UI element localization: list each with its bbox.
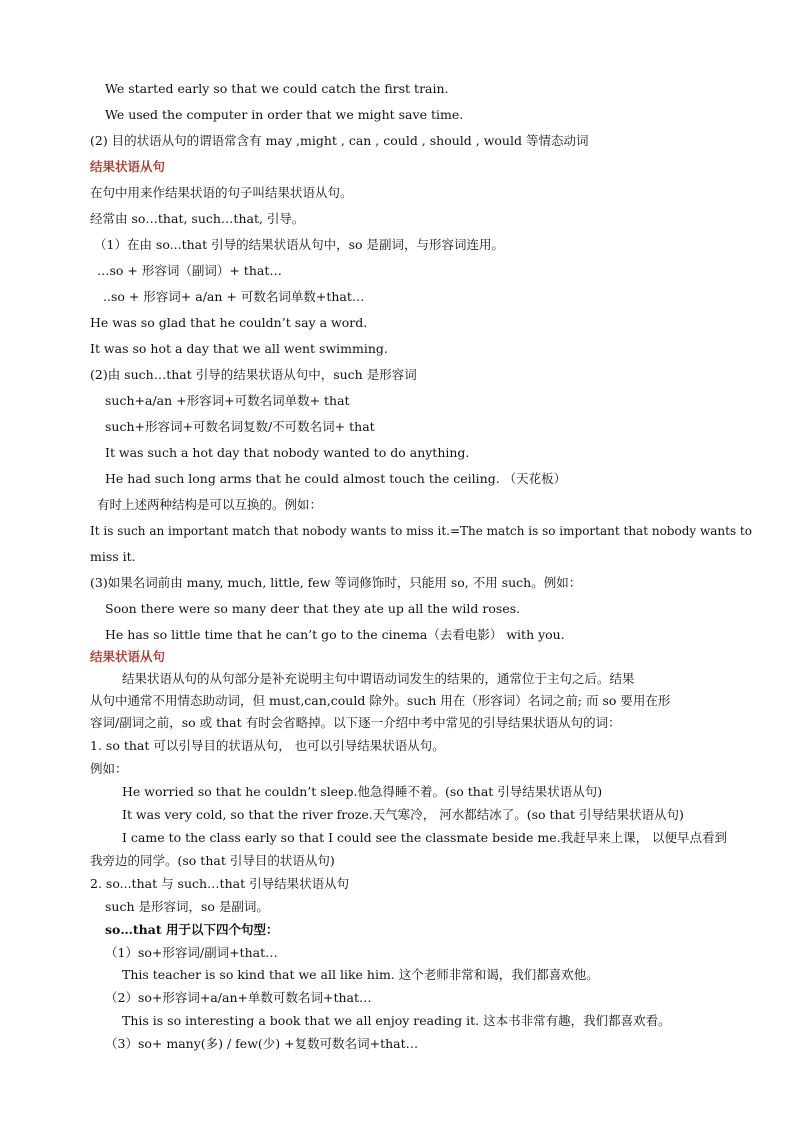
pattern-text: ..so + 形容词+ a/an + 可数名词单数+that…	[103, 289, 365, 304]
rule-text: (2) 目的状语从句的谓语常含有 may ,might , can , could , should , would 等情态动词	[90, 133, 589, 148]
subheading-text: so…that 用于以下四个句型：	[105, 922, 279, 937]
example-sentence: He had such long arms that he could almost touch the ceiling. （天花板）	[105, 471, 567, 486]
paragraph-text: 从句中通常不用情态助动词，但 must,can,could 除外。such 用在（形容词）名词之前; 而 so 要用在形	[90, 693, 671, 708]
paragraph-text: 在句中用来作结果状语的句子叫结果状语从句。	[90, 185, 353, 200]
example-sentence: He was so glad that he couldn’t say a word.	[90, 315, 368, 330]
paragraph-text: 经常由 so…that, such…that, 引导。	[90, 211, 305, 226]
pattern-text: （2）so+形容词+a/an+单数可数名词+that…	[105, 990, 372, 1005]
example-sentence: It was so hot a day that we all went swimming.	[90, 341, 388, 356]
example-sentence: It was very cold, so that the river froze.天气寒冷， 河水都结冰了。(so that 引导结果状语从句)	[122, 807, 684, 822]
example-sentence: He worried so that he couldn’t sleep.他急得睡不着。(so that 引导结果状语从句)	[122, 784, 603, 799]
example-sentence: This is so interesting a book that we all enjoy reading it. 这本书非常有趣，我们都喜欢看。	[122, 1013, 671, 1028]
example-sentence: This teacher is so kind that we all like him. 这个老师非常和谒，我们都喜欢他。	[122, 967, 599, 982]
rule-text: （1）在由 so...that 引导的结果状语从句中，so 是副词，与形容词连用。	[94, 237, 505, 252]
pattern-text: such+形容词+可数名词复数/不可数名词+ that	[105, 419, 375, 434]
paragraph-text: 有时上述两种结构是可以互换的。例如：	[97, 497, 323, 512]
paragraph-text: such 是形容词，so 是副词。	[105, 899, 269, 914]
pattern-text: （3）so+ many(多) / few(少) +复数可数名词+that…	[105, 1036, 419, 1051]
pattern-text: …so + 形容词（副词）+ that…	[97, 263, 282, 278]
rule-text: 2. so...that 与 such…that 引导结果状语从句	[90, 876, 350, 891]
example-sentence: I came to the class early so that I could see the classmate beside me.我赶早来上课， 以便早点看到	[122, 830, 728, 845]
paragraph-text: 结果状语从句的从句部分是补充说明主句中谓语动词发生的结果的，通常位于主句之后。结果	[122, 671, 635, 686]
example-sentence: 我旁边的同学。(so that 引导目的状语从句)	[90, 853, 335, 868]
example-sentence: Soon there were so many deer that they ate up all the wild roses.	[105, 601, 521, 616]
example-sentence: He has so little time that he can’t go to the cinema（去看电影） with you.	[105, 627, 565, 642]
pattern-text: such+a/an +形容词+可数名词单数+ that	[105, 393, 350, 408]
rule-text: (2)由 such…that 引导的结果状语从句中，such 是形容词	[90, 367, 417, 382]
paragraph-text: 例如：	[90, 761, 128, 776]
rule-text: 1. so that 可以引导目的状语从句， 也可以引导结果状语从句。	[90, 738, 445, 753]
example-sentence: It is such an important match that nobody wants to miss it.=The match is so important that nobody wants to	[90, 524, 752, 538]
pattern-text: （1）so+形容词/副词+that…	[105, 945, 278, 960]
example-sentence: It was such a hot day that nobody wanted to do anything.	[105, 445, 470, 460]
example-sentence: We used the computer in order that we might save time.	[105, 107, 464, 122]
paragraph-text: 容词/副词之前，so 或 that 有时会省略掉。以下逐一介绍中考中常见的引导结果状语从句的词：	[90, 715, 621, 730]
section-heading: 结果状语从句	[90, 159, 166, 174]
rule-text: (3)如果名词前由 many, much, little, few 等词修饰时，只能用 so, 不用 such。例如：	[90, 575, 582, 590]
section-heading: 结果状语从句	[90, 649, 166, 664]
example-sentence: We started early so that we could catch the first train.	[105, 81, 449, 96]
example-sentence: miss it.	[90, 549, 136, 564]
